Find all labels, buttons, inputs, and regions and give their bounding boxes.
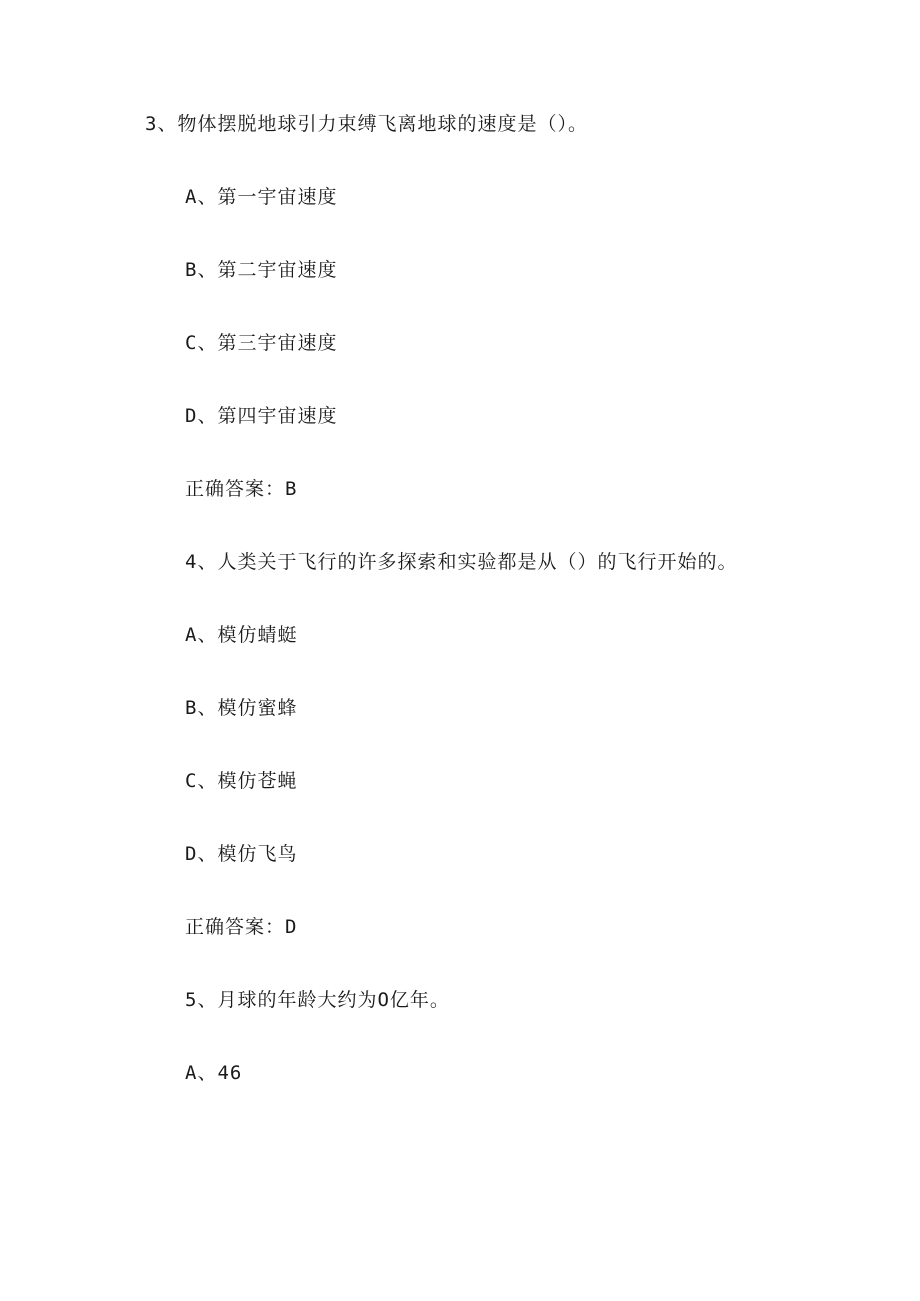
question-option: C、第三宇宙速度 xyxy=(185,332,338,354)
question-option: A、模仿蜻蜓 xyxy=(185,624,298,646)
question-option: B、第二宇宙速度 xyxy=(185,259,338,281)
question-option: D、第四宇宙速度 xyxy=(185,405,338,427)
correct-answer: 正确答案：D xyxy=(185,916,298,938)
question-option: D、模仿飞鸟 xyxy=(185,843,298,865)
question-stem: 5、月球的年龄大约为O亿年。 xyxy=(185,989,450,1011)
question-stem: 3、物体摆脱地球引力束缚飞离地球的速度是（）。 xyxy=(145,113,588,135)
correct-answer: 正确答案：B xyxy=(185,478,298,500)
question-option: A、第一宇宙速度 xyxy=(185,186,338,208)
question-option: A、46 xyxy=(185,1062,243,1084)
question-stem: 4、人类关于飞行的许多探索和实验都是从（）的飞行开始的。 xyxy=(185,551,738,573)
question-option: C、模仿苍蝇 xyxy=(185,770,298,792)
question-option: B、模仿蜜蜂 xyxy=(185,697,298,719)
